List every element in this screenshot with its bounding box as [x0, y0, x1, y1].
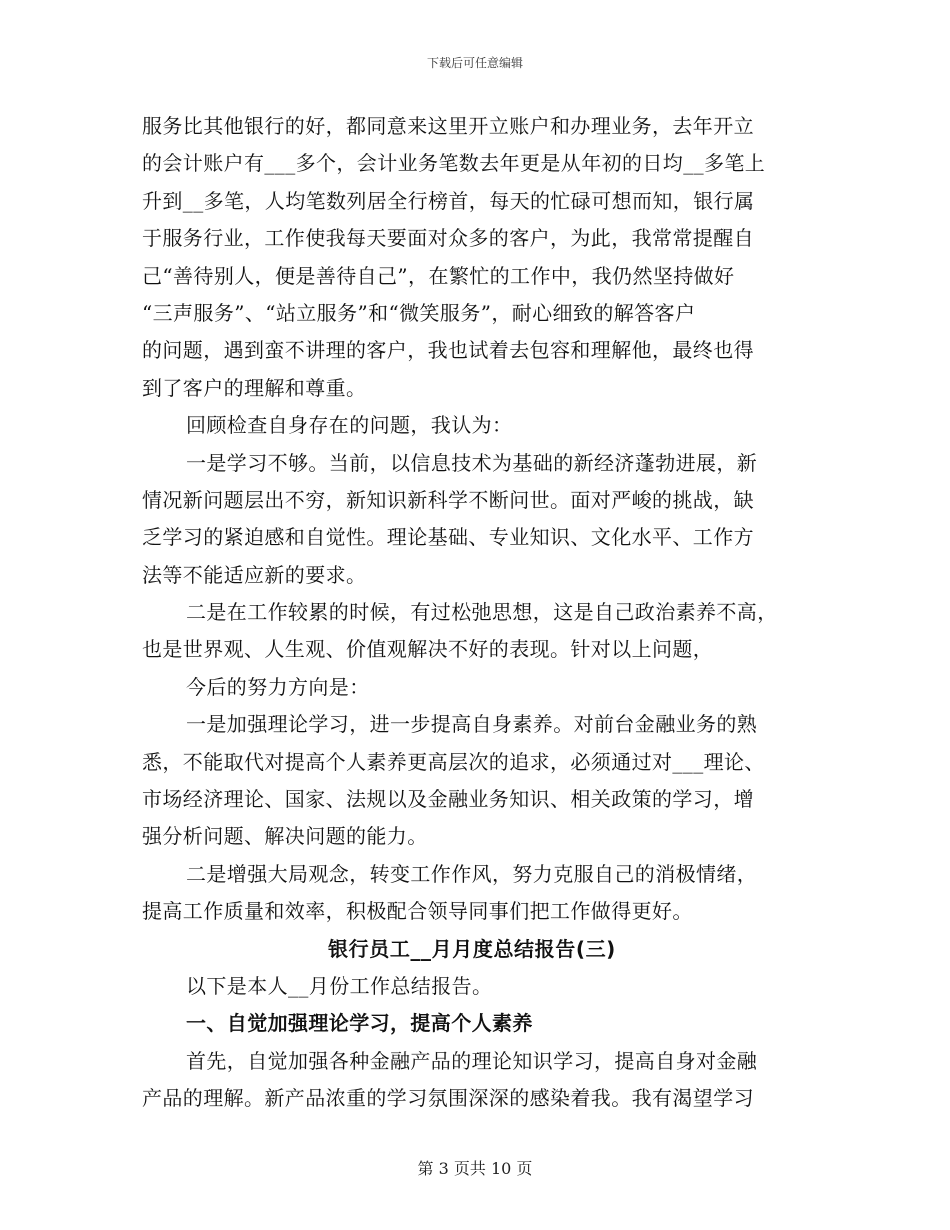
body-line: 提高工作质量和效率，积极配合领导同事们把工作做得更好。 [142, 899, 693, 924]
paragraph-start: 回顾检查自身存在的问题，我认为： [186, 413, 513, 438]
body-line: 的问题，遇到蛮不讲理的客户，我也试着去包容和理解他，最终也得 [142, 338, 754, 363]
paragraph-start: 二是增强大局观念，转变工作作风，努力克服自己的消极情绪， [186, 861, 758, 886]
body-line: 服务比其他银行的好，都同意来这里开立账户和办理业务，去年开立 [142, 114, 754, 138]
body-line: 市场经济理论、国家、法规以及金融业务知识、相关政策的学习，增 [142, 787, 754, 812]
section-heading: 一、自觉加强理论学习，提高个人素养 [186, 1011, 533, 1036]
paragraph-start: 今后的努力方向是： [186, 674, 370, 699]
body-line: 强分析问题、解决问题的能力。 [142, 824, 428, 849]
body-line: 法等不能适应新的要求。 [142, 562, 367, 587]
page-header: 下载后可任意编辑 [426, 56, 523, 70]
body-line: 悉，不能取代对提高个人素养更高层次的追求，必须通过对___理论、 [142, 749, 765, 774]
body-line: “三声服务”、“站立服务”和“微笑服务”，耐心细致的解答客户 [142, 300, 696, 325]
paragraph-start: 一是加强理论学习，进一步提高自身素养。对前台金融业务的熟 [186, 712, 758, 737]
paragraph-start: 首先，自觉加强各种金融产品的理论知识学习，提高自身对金融 [186, 1048, 758, 1073]
body-line: 情况新问题层出不穷，新知识新科学不断问世。面对严峻的挑战，缺 [142, 487, 754, 512]
body-line: 于服务行业，工作使我每天要面对众多的客户，为此，我常常提醒自 [142, 226, 754, 251]
body-line: 己“善待别人，便是善待自己”，在繁忙的工作中，我仍然坚持做好 [142, 263, 735, 288]
body-line: 乏学习的紧迫感和自觉性。理论基础、专业知识、文化水平、工作方 [142, 525, 754, 550]
body-line: 的会计账户有___多个，会计业务笔数去年更是从年初的日均__多笔上 [142, 151, 766, 176]
document-body [142, 108, 802, 1118]
body-line: 产品的理解。新产品浓重的学习氛围深深的感染着我。我有渴望学习 [142, 1086, 754, 1111]
paragraph-start: 一是学习不够。当前，以信息技术为基础的新经济蓬勃进展，新 [186, 450, 758, 475]
body-line: 升到__多笔，人均笔数列居全行榜首，每天的忙碌可想而知，银行属 [142, 188, 755, 213]
paragraph-start: 二是在工作较累的时候，有过松弛思想，这是自己政治素养不高， [186, 600, 778, 625]
section-title: 银行员工__月月度总结报告(三) [328, 936, 616, 961]
body-line: 到了客户的理解和尊重。 [142, 375, 367, 400]
page-number: 第 3 页共 10 页 [417, 1159, 533, 1178]
paragraph-start: 以下是本人__月份工作总结报告。 [186, 973, 493, 998]
body-line: 也是世界观、人生观、价值观解决不好的表现。针对以上问题， [142, 637, 714, 662]
